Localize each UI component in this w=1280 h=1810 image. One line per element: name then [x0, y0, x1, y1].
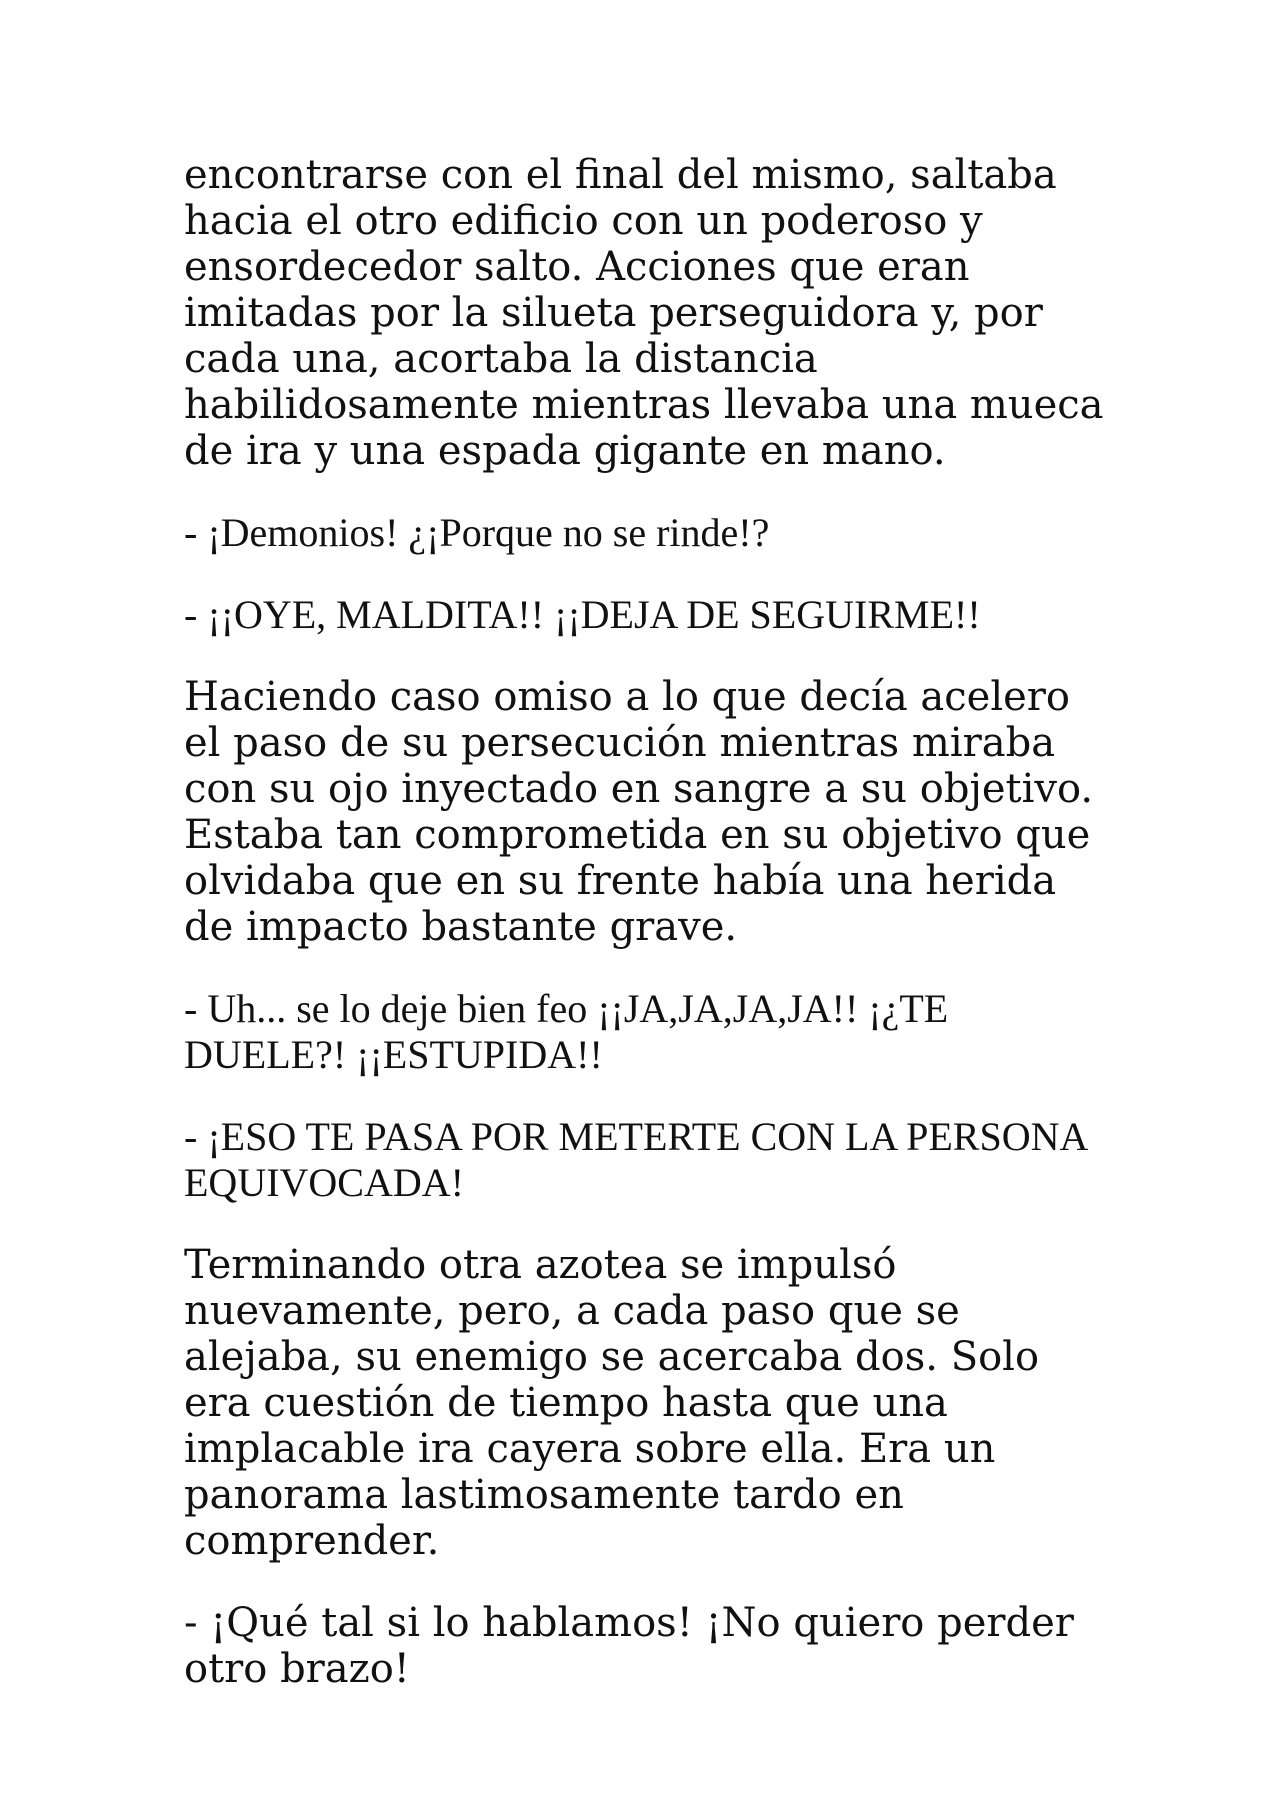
narration-paragraph: Haciendo caso omiso a lo que decía acelero el paso de su persecución mientras miraba con su ojo inyectado en sangre a su objetivo. Estaba tan comprometida en su objetivo que olvidaba que en su frente había una herida de impacto bastante grave. — [184, 674, 1094, 950]
dialogue-line: - ¡Qué tal si lo hablamos! ¡No quiero perder otro brazo! — [184, 1600, 1074, 1692]
dialogue-line: - ¡¡OYE, MALDITA!! ¡¡DEJA DE SEGUIRME!! — [184, 592, 981, 637]
dialogue-line: - Uh... se lo deje bien feo ¡¡JA,JA,JA,JA!! ¡¿TE DUELE?! ¡¡ESTUPIDA!! — [184, 986, 949, 1077]
text-column — [184, 152, 1104, 1728]
dialogue-line: - ¡Demonios! ¿¡Porque no se rinde!? — [184, 510, 770, 555]
narration-paragraph: Terminando otra azotea se impulsó nuevamente, pero, a cada paso que se alejaba, su enemigo se acercaba dos. Solo era cuestión de tiempo hasta que una implacable ira cayera sobre ella. Era un panorama lastimosamente tardo en comprender. — [184, 1242, 1040, 1564]
dialogue-line: - ¡ESO TE PASA POR METERTE CON LA PERSONA EQUIVOCADA! — [184, 1114, 1087, 1205]
narration-paragraph: encontrarse con el final del mismo, saltaba hacia el otro edificio con un poderoso y ensordecedor salto. Acciones que eran imitadas por la silueta perseguidora y, por cada una, acortaba la distancia habilidosamente mientras llevaba una mueca de ira y una espada gigante en mano. — [184, 152, 1104, 474]
